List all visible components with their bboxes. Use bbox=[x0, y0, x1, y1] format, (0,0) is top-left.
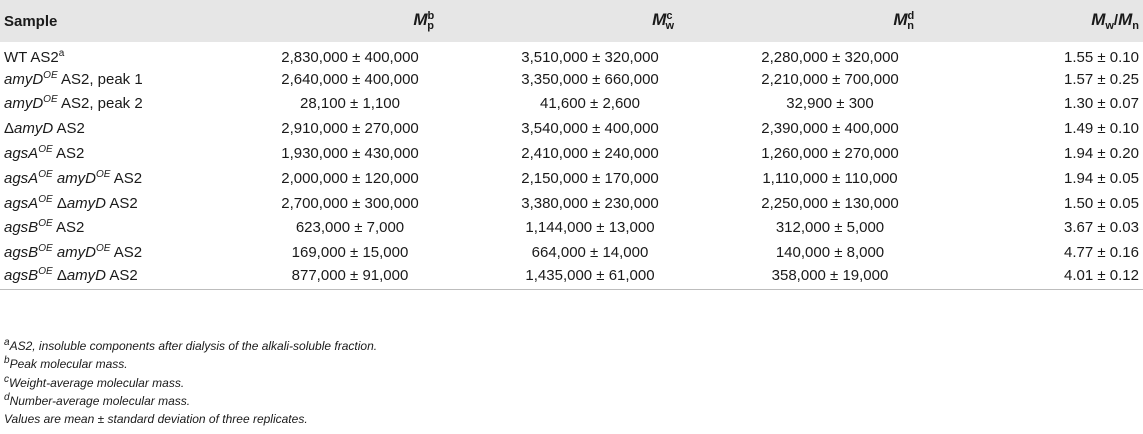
cell-mn: 1,260,000 ± 270,000 bbox=[761, 145, 899, 163]
table-row bbox=[0, 116, 1143, 141]
table-row bbox=[0, 216, 1143, 241]
sample-part-mid: Δ bbox=[52, 194, 67, 212]
cell-sample bbox=[0, 191, 230, 216]
sample-part-g1: agsB bbox=[4, 219, 39, 237]
cell-ratio: 1.50 ± 0.05 bbox=[1064, 194, 1139, 212]
header-mp: $M^b_p$ bbox=[413, 10, 435, 32]
cell-sample bbox=[0, 265, 230, 290]
cell-mp: 169,000 ± 15,000 bbox=[291, 244, 409, 262]
sample-part-g1: agsA bbox=[4, 194, 39, 212]
cell-ratio: 1.94 ± 0.20 bbox=[1064, 145, 1139, 163]
footnote-mark: d bbox=[4, 391, 10, 403]
sample-part-post: AS2 bbox=[52, 145, 85, 163]
footnote-text: Peak molecular mass. bbox=[9, 357, 128, 372]
table-footnotes bbox=[4, 337, 377, 428]
cell-sample bbox=[0, 166, 230, 191]
sample-part-pre: WT AS2 bbox=[4, 48, 59, 66]
sample-part-post: AS2 bbox=[53, 120, 85, 138]
cell-sample bbox=[0, 116, 230, 141]
sample-part-s2: OE bbox=[96, 168, 111, 180]
footnote-mark: b bbox=[4, 355, 10, 367]
sample-part-g1: agsA bbox=[4, 145, 39, 163]
cell-sample bbox=[0, 141, 230, 166]
cell-mn: 32,900 ± 300 bbox=[786, 95, 874, 113]
cell-sample bbox=[0, 240, 230, 265]
cell-mw: 3,380,000 ± 230,000 bbox=[521, 194, 659, 212]
cell-mn: 312,000 ± 5,000 bbox=[775, 219, 885, 237]
cell-mn: 2,210,000 ± 700,000 bbox=[761, 70, 899, 88]
table-header bbox=[0, 0, 1143, 42]
sample-part-s1: OE bbox=[43, 69, 58, 81]
table-body bbox=[0, 42, 1143, 290]
cell-ratio: 1.57 ± 0.25 bbox=[1064, 70, 1139, 88]
table-row bbox=[0, 141, 1143, 166]
cell-mp: 2,000,000 ± 120,000 bbox=[281, 169, 419, 187]
cell-mn: 1,110,000 ± 110,000 bbox=[762, 169, 898, 187]
footnote-text: AS2, insoluble components after dialysis of the alkali-soluble fraction. bbox=[9, 339, 378, 353]
cell-ratio: 3.67 ± 0.03 bbox=[1064, 219, 1139, 237]
sample-part-g1: amyD bbox=[14, 120, 54, 138]
cell-mn: 358,000 ± 19,000 bbox=[710, 265, 950, 290]
cell-sample bbox=[0, 216, 230, 241]
footnote-mark: a bbox=[4, 337, 10, 348]
sample-part-s2: OE bbox=[96, 243, 111, 255]
cell-mn: 2,390,000 ± 400,000 bbox=[761, 120, 899, 138]
sample-part-g1: amyD bbox=[4, 95, 44, 113]
header-mn: $M^d_n$ bbox=[893, 10, 915, 32]
header-row bbox=[0, 0, 1143, 42]
cell-mw: 3,540,000 ± 400,000 bbox=[521, 120, 659, 138]
footnote-text: Number-average molecular mass. bbox=[9, 393, 191, 408]
sample-part-s1: OE bbox=[43, 94, 58, 106]
sample-part-g2: amyD bbox=[66, 266, 107, 284]
sample-part-g1: agsB bbox=[4, 244, 39, 262]
sample-part-s1: OE bbox=[38, 265, 53, 277]
cell-mp: 28,100 ± 1,100 bbox=[300, 95, 400, 113]
cell-mp: 2,830,000 ± 400,000 bbox=[281, 48, 419, 66]
footnote bbox=[4, 355, 377, 373]
footnote-text: Weight-average molecular mass. bbox=[9, 375, 185, 390]
sample-part-g2: amyD bbox=[66, 194, 107, 212]
sample-part-post: AS2, peak 1 bbox=[57, 70, 143, 88]
table-row bbox=[0, 92, 1143, 117]
cell-mw: 3,350,000 ± 660,000 bbox=[521, 70, 659, 88]
cell-ratio: 1.94 ± 0.05 bbox=[1064, 169, 1139, 187]
sample-part-post: AS2, peak 2 bbox=[57, 95, 143, 113]
footnote-text: Values are mean ± standard deviation of three replicates. bbox=[4, 412, 308, 427]
table-row bbox=[0, 166, 1143, 191]
cell-mw: 664,000 ± 14,000 bbox=[531, 244, 649, 262]
cell-mp: 1,930,000 ± 430,000 bbox=[281, 145, 419, 163]
cell-sample bbox=[0, 67, 230, 92]
header-ratio: $M_w/M_n$ bbox=[1091, 10, 1139, 32]
sample-part-post: AS2 bbox=[110, 244, 143, 262]
footnote-mark: c bbox=[4, 373, 9, 385]
header-sample: Sample bbox=[4, 12, 58, 30]
sample-part-g2: amyD bbox=[56, 169, 96, 187]
sample-part-s1: OE bbox=[38, 144, 53, 156]
cell-mw: 3,510,000 ± 320,000 bbox=[521, 48, 659, 66]
cell-ratio: 4.01 ± 0.12 bbox=[950, 265, 1143, 290]
table-row bbox=[0, 191, 1143, 216]
sample-part-g2: amyD bbox=[56, 244, 96, 262]
sample-part-s1: OE bbox=[38, 243, 53, 255]
sample-part-post: AS2 bbox=[52, 219, 85, 237]
cell-mn: 2,250,000 ± 130,000 bbox=[761, 194, 899, 212]
footnote bbox=[4, 337, 377, 355]
footnote bbox=[4, 374, 377, 392]
cell-mw: 2,410,000 ± 240,000 bbox=[521, 145, 659, 163]
cell-ratio: 1.30 ± 0.07 bbox=[1064, 95, 1139, 113]
table-row bbox=[0, 240, 1143, 265]
table-row bbox=[0, 265, 1143, 290]
table-row bbox=[0, 42, 1143, 67]
cell-mp: 2,640,000 ± 400,000 bbox=[281, 70, 419, 88]
sample-part-g1: agsB bbox=[4, 266, 39, 284]
sample-part-post: AS2 bbox=[110, 169, 143, 187]
sample-part-post: AS2 bbox=[106, 266, 138, 284]
footnote bbox=[4, 392, 377, 410]
sample-part-s1: OE bbox=[38, 193, 53, 205]
cell-mp: 623,000 ± 7,000 bbox=[295, 219, 405, 237]
cell-mw: 1,144,000 ± 13,000 bbox=[525, 219, 655, 237]
table-row bbox=[0, 67, 1143, 92]
cell-mw: 41,600 ± 2,600 bbox=[540, 95, 640, 113]
cell-mw: 2,150,000 ± 170,000 bbox=[521, 169, 659, 187]
cell-mn: 2,280,000 ± 320,000 bbox=[761, 48, 899, 66]
sample-part-s1: OE bbox=[38, 218, 53, 230]
header-mw: $M^c_w$ bbox=[652, 10, 674, 32]
cell-mp: 2,700,000 ± 300,000 bbox=[281, 194, 419, 212]
sample-part-g1: amyD bbox=[4, 70, 44, 88]
sample-part-post: AS2 bbox=[106, 194, 138, 212]
footnote bbox=[4, 410, 377, 428]
cell-mw: 1,435,000 ± 61,000 bbox=[470, 265, 710, 290]
sample-part-mid: Δ bbox=[52, 266, 67, 284]
cell-ratio: 1.49 ± 0.10 bbox=[1064, 120, 1139, 138]
cell-mp: 877,000 ± 91,000 bbox=[230, 265, 470, 290]
cell-ratio: 1.55 ± 0.10 bbox=[1064, 48, 1139, 66]
sample-part-g1: agsA bbox=[4, 169, 39, 187]
cell-mn: 140,000 ± 8,000 bbox=[775, 244, 885, 262]
cell-mp: 2,910,000 ± 270,000 bbox=[281, 120, 419, 138]
sample-part-foot: a bbox=[58, 47, 65, 59]
cell-sample bbox=[0, 42, 230, 67]
sample-part-pre: Δ bbox=[4, 120, 15, 138]
cell-ratio: 4.77 ± 0.16 bbox=[1064, 244, 1139, 262]
cell-sample bbox=[0, 92, 230, 117]
sample-part-s1: OE bbox=[38, 168, 53, 180]
